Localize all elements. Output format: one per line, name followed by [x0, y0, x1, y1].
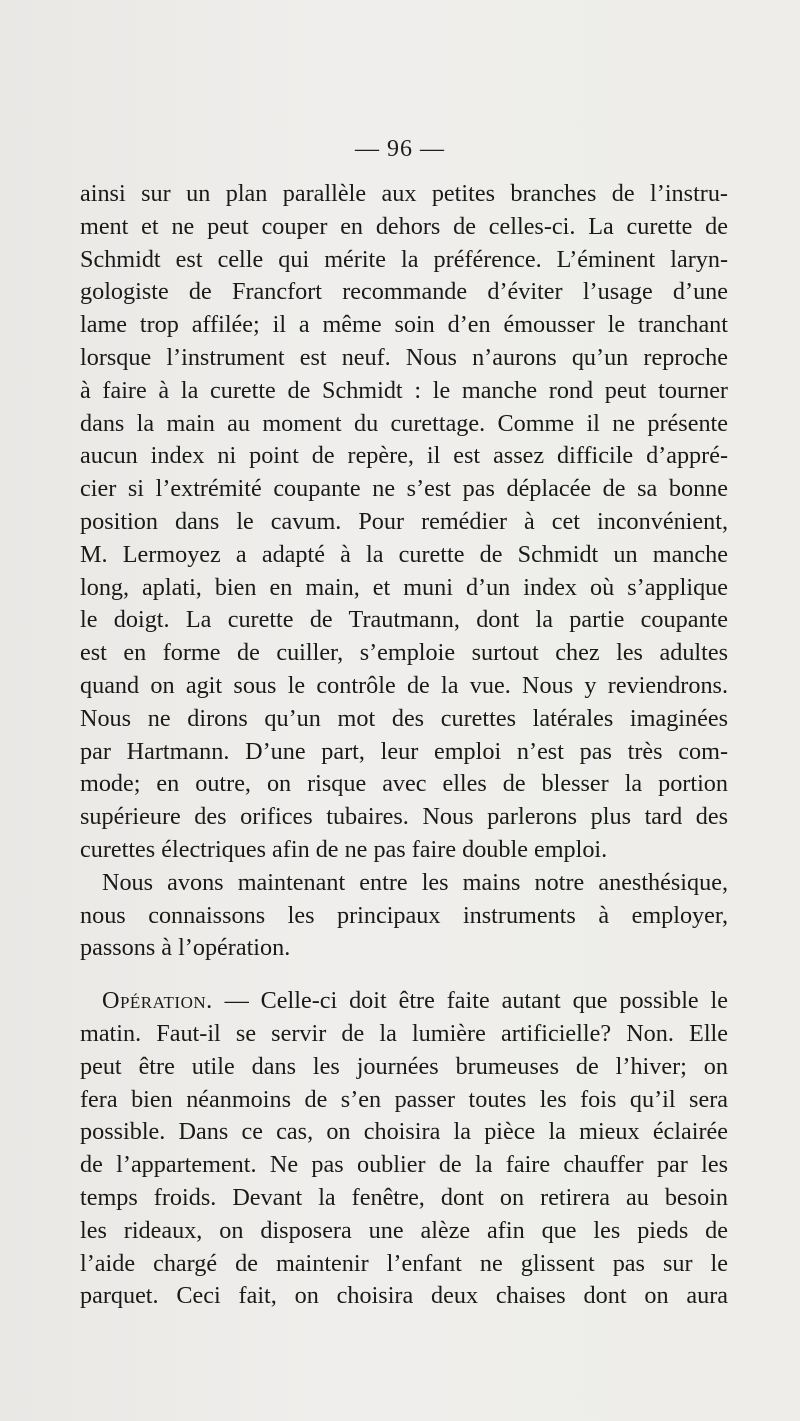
text-line: par Hartmann. D’une part, leur emploi n’est pas très com- [80, 737, 728, 765]
text-line: l’aide chargé de maintenir l’enfant ne glissent pas sur le [80, 1249, 728, 1277]
text-line: cier si l’extrémité coupante ne s’est pas déplacée de sa bonne [80, 475, 728, 503]
paragraph-gap [80, 965, 728, 985]
text-line: curettes électriques afin de ne pas faire double emploi. [80, 835, 608, 863]
text-line: à faire à la curette de Schmidt : le manche rond peut tourner [80, 376, 728, 404]
text-line: ment et ne peut couper en dehors de celles-ci. La curette de [80, 212, 728, 240]
text-line: ainsi sur un plan parallèle aux petites branches de l’instru- [80, 180, 728, 207]
text-line: de l’appartement. Ne pas oublier de la faire chauffer par les [80, 1151, 728, 1179]
text-line: peut être utile dans les journées brumeuses de l’hiver; on [80, 1052, 728, 1080]
text-line: passons à l’opération. [80, 934, 291, 962]
text-line: fera bien néanmoins de s’en passer toutes les fois qu’il sera [80, 1085, 728, 1113]
text-line: quand on agit sous le contrôle de la vue. Nous y reviendrons. [80, 671, 728, 699]
text-line: Nous avons maintenant entre les mains notre anesthésique, [102, 868, 728, 896]
paragraph-anesthesique [80, 867, 728, 965]
section-heading: Opération. [102, 987, 213, 1015]
text-line: est en forme de cuiller, s’emploie surtout chez les adultes [80, 639, 728, 667]
text-line: supérieure des orifices tubaires. Nous parlerons plus tard des [80, 803, 728, 831]
text-line: les rideaux, on disposera une alèze afin que les pieds de [80, 1216, 728, 1244]
text-line [80, 985, 728, 1018]
text-line: long, aplati, bien en main, et muni d’un index où s’applique [80, 573, 728, 601]
page-body [80, 178, 728, 1313]
paragraph-operation [80, 985, 728, 1313]
text-line: Nous ne dirons qu’un mot des curettes latérales imaginées [80, 704, 728, 732]
text-line: dans la main au moment du curettage. Comme il ne présente [80, 409, 728, 437]
text-line: mode; en outre, on risque avec elles de blesser la portion [80, 770, 728, 798]
text-line: gologiste de Francfort recommande d’éviter l’usage d’une [80, 278, 728, 306]
text-line: temps froids. Devant la fenêtre, dont on retirera au besoin [80, 1183, 728, 1211]
paragraph-curettes [80, 178, 728, 867]
text-line: possible. Dans ce cas, on choisira la pièce la mieux éclairée [80, 1118, 728, 1146]
page-number: — 96 — [355, 136, 445, 162]
text-line: M. Lermoyez a adapté à la curette de Schmidt un manche [80, 540, 728, 568]
text-line: nous connaissons les principaux instruments à employer, [80, 901, 728, 929]
text-line: lorsque l’instrument est neuf. Nous n’aurons qu’un reproche [80, 343, 728, 371]
text-line: matin. Faut-il se servir de la lumière artificielle? Non. Elle [80, 1019, 728, 1047]
text-line: position dans le cavum. Pour remédier à cet inconvénient, [80, 507, 728, 535]
text-line: aucun index ni point de repère, il est assez difficile d’appré- [80, 442, 728, 470]
text-line: lame trop affilée; il a même soin d’en émousser le tranchant [80, 311, 728, 339]
text-line: parquet. Ceci fait, on choisira deux chaises dont on aura [80, 1282, 728, 1310]
text-line: Schmidt est celle qui mérite la préférence. L’éminent laryn- [80, 245, 728, 273]
heading-line-rest: — Celle-ci doit être faite autant que possible le [212, 987, 728, 1015]
text-line: le doigt. La curette de Trautmann, dont la partie coupante [80, 606, 728, 634]
